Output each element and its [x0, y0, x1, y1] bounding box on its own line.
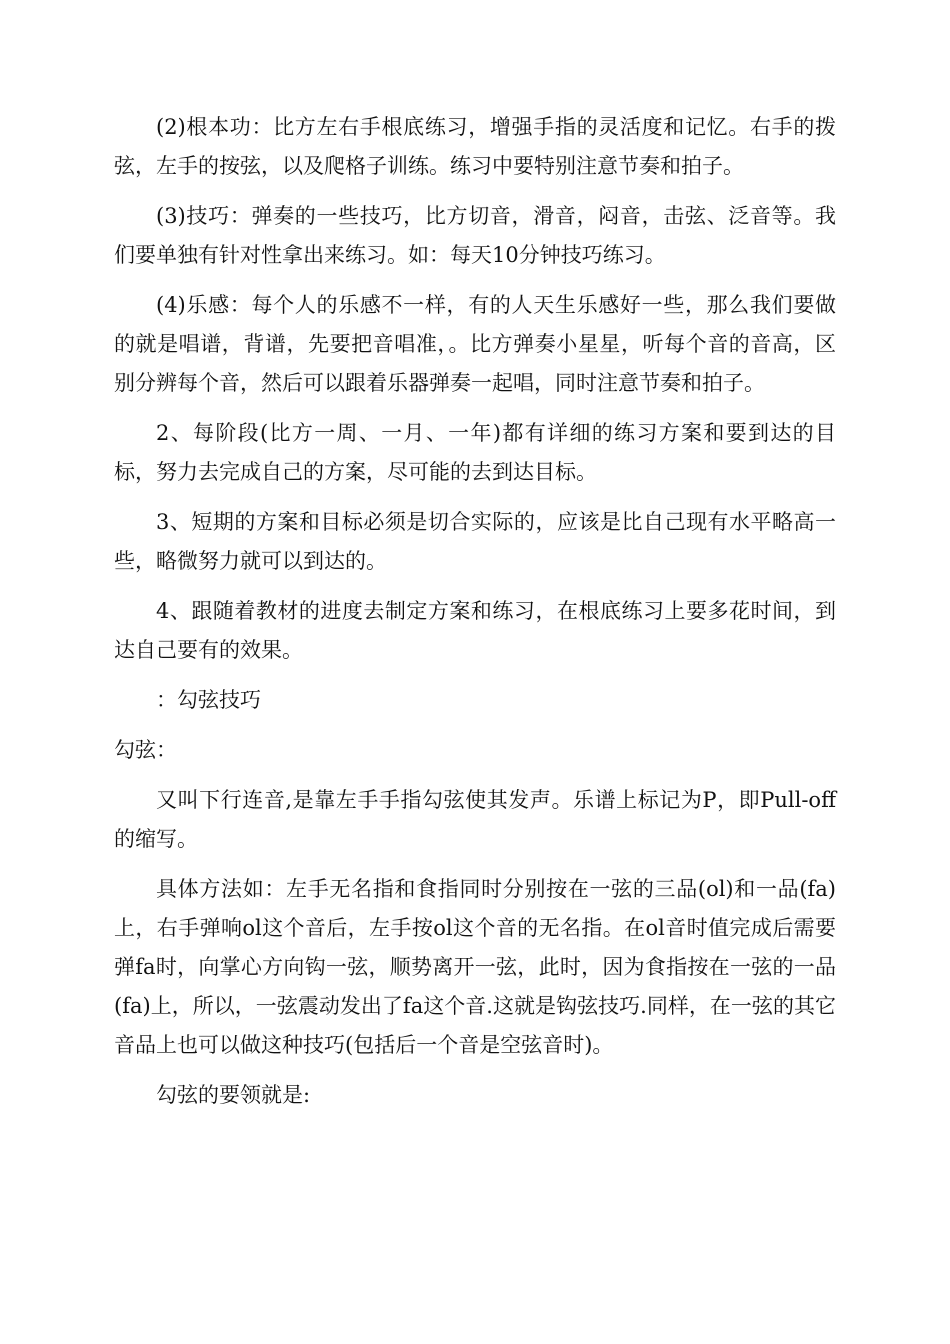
paragraph-techniques: (3)技巧：弹奏的一些技巧，比方切音，滑音，闷音，击弦、泛音等。我们要单独有针对性拿出来练习。如：每天10分钟技巧练习。	[114, 204, 836, 267]
paragraph-pull-off-key-points: 勾弦的要领就是:	[156, 1083, 311, 1107]
section-heading-pull-off: ：勾弦技巧	[156, 688, 261, 712]
paragraph-pull-off-method: 具体方法如：左手无名指和食指同时分别按在一弦的三品(ol)和一品(fa)上，右手弹响ol这个音后，左手按ol这个音的无名指。在ol音时值完成后需要弹fa时，向掌心方向钩一弦，顺势离开一弦，此时，因为食指按在一弦的一品(fa)上，所以，一弦震动发出了fa这个音.这就是钩弦技巧.同样，在一弦的其它音品上也可以做这种技巧(包括后一个音是空弦音时)。	[114, 877, 836, 1057]
subheading-pull-off: 勾弦：	[114, 738, 177, 762]
paragraph-short-term-goals: 3、短期的方案和目标必须是切合实际的，应该是比自己现有水平略高一些，略微努力就可以到达的。	[114, 510, 836, 573]
paragraph-basic-skills: (2)根本功：比方左右手根底练习，增强手指的灵活度和记忆。右手的拨弦，左手的按弦，以及爬格子训练。练习中要特别注意节奏和拍子。	[114, 115, 836, 178]
paragraph-stage-plan: 2、每阶段(比方一周、一月、一年)都有详细的练习方案和要到达的目标，努力去完成自己的方案，尽可能的去到达目标。	[114, 421, 836, 484]
paragraph-musical-sense: (4)乐感：每个人的乐感不一样，有的人天生乐感好一些，那么我们要做的就是唱谱，背谱，先要把音唱准，。比方弹奏小星星，听每个音的音高，区别分辨每个音，然后可以跟着乐器弹奏一起唱，同时注意节奏和拍子。	[114, 293, 836, 395]
paragraph-follow-textbook: 4、跟随着教材的进度去制定方案和练习，在根底练习上要多花时间，到达自己要有的效果。	[114, 599, 836, 662]
paragraph-pull-off-definition: 又叫下行连音,是靠左手手指勾弦使其发声。乐谱上标记为P，即Pull-off的缩写。	[114, 788, 836, 851]
document-body	[114, 108, 836, 1126]
